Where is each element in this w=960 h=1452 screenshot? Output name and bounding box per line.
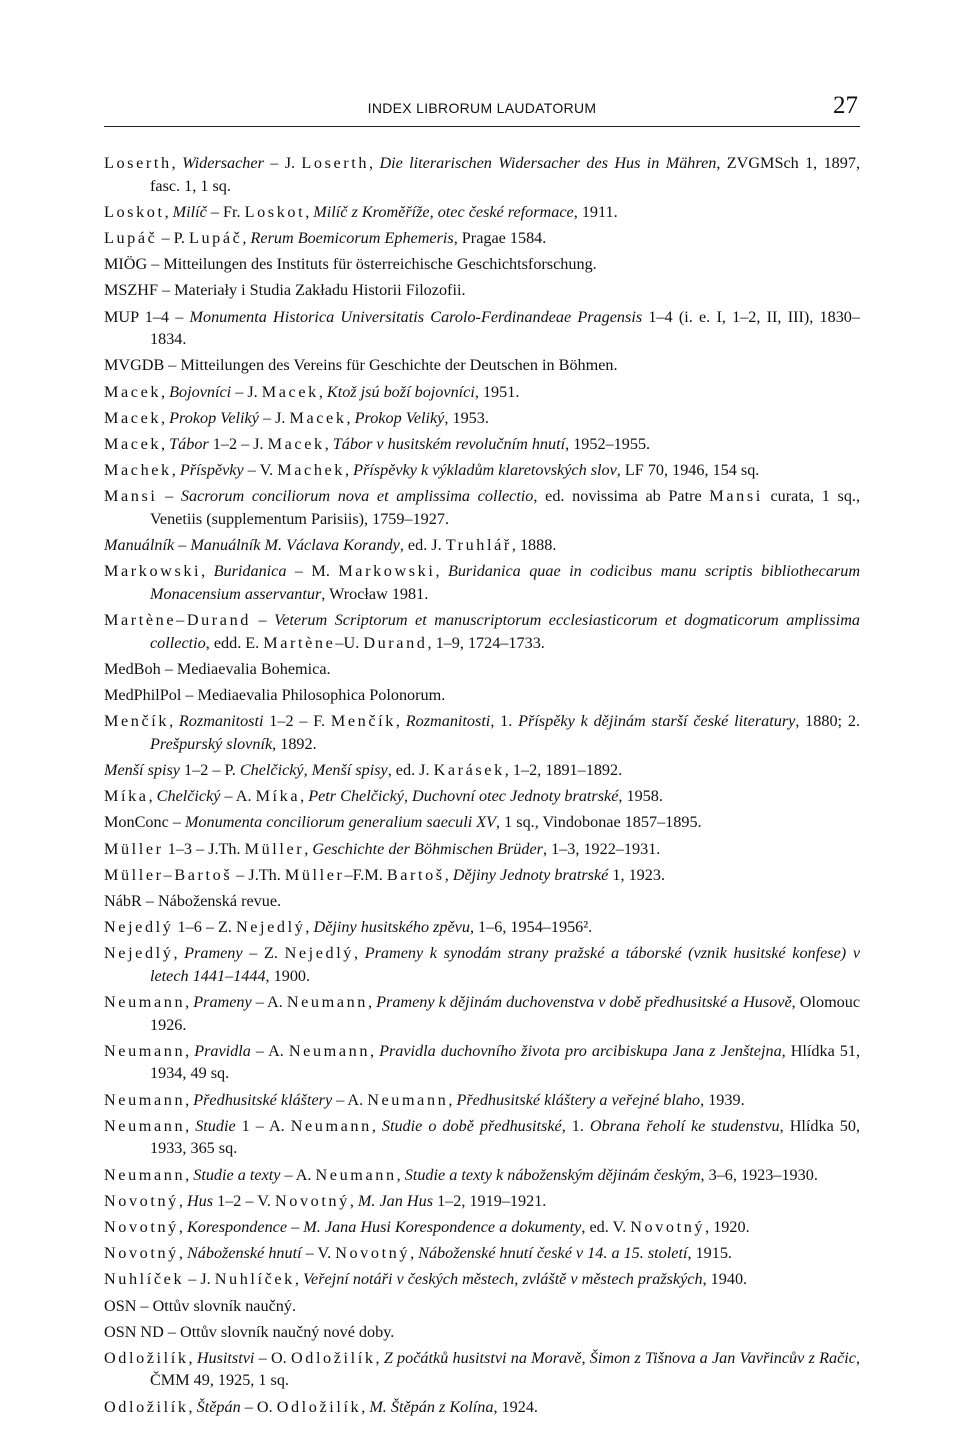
index-entry	[104, 381, 860, 404]
author-name: Novotný	[104, 1217, 179, 1236]
entry-text: 1–2, 1919–1921.	[433, 1191, 547, 1210]
author-name: Müller	[284, 865, 345, 884]
author-name: Neumann	[104, 1165, 186, 1184]
entry-text: ,	[185, 1116, 196, 1135]
entry-text: – V.	[243, 461, 278, 480]
title-text: Sacrorum conciliorum nova et amplissima collectio	[180, 487, 534, 506]
entry-text: , 1.	[561, 1116, 590, 1135]
index-entry	[104, 1295, 860, 1318]
title-text: Prameny	[184, 944, 243, 963]
title-text: Prameny k dějinám duchovenstva v době předhusitské a Husově	[376, 993, 792, 1012]
index-entry	[104, 609, 860, 654]
index-entry	[104, 864, 860, 887]
author-name: Míka	[255, 787, 301, 806]
entry-text: ,	[349, 1191, 358, 1210]
author-name: Neumann	[286, 993, 368, 1012]
title-text: Prameny k synodám strany pražské a táborské (vznik husitské konfese) v letech 1441–1444	[150, 944, 861, 985]
entry-text: 1 – A.	[235, 1116, 291, 1135]
entry-text: MedPhilPol – Mediaevalia Philosophica Polonorum.	[104, 685, 446, 704]
title-text: Veřejní notáři v českých městech, zvláště v městech pražských	[302, 1270, 703, 1289]
author-name: Novotný	[274, 1191, 350, 1210]
entry-text: 1–6 – Z.	[173, 918, 236, 937]
author-name: Loskot	[244, 202, 306, 221]
entry-text: , 1900.	[265, 966, 311, 985]
entry-text: ,	[161, 408, 170, 427]
entry-text: , ed. V.	[581, 1217, 631, 1236]
entry-text: , 1920.	[705, 1217, 750, 1236]
entry-text: , 1–2, 1891–1892.	[504, 760, 623, 779]
index-entry	[104, 1115, 860, 1160]
entry-text: , 1–6, 1954–1956².	[469, 918, 593, 937]
author-name: Mansi	[104, 487, 158, 506]
entry-text: – A.	[280, 1165, 316, 1184]
author-name: Odložilík	[276, 1397, 362, 1416]
index-entry	[104, 279, 860, 302]
entry-text: – A.	[220, 787, 256, 806]
entry-text: ,	[305, 918, 314, 937]
entry-text: 1–2 – P.	[179, 760, 240, 779]
index-entry	[104, 306, 860, 351]
author-name: Míka	[104, 787, 149, 806]
title-text: M. Jan Hus	[357, 1191, 434, 1210]
title-text: M. Štěpán z Kolína	[369, 1397, 494, 1416]
entry-text: ,	[346, 408, 355, 427]
index-entry	[104, 1321, 860, 1344]
author-name: Nejedlý	[104, 944, 174, 963]
entry-text: ,	[369, 154, 380, 172]
entry-text: ,	[188, 1348, 197, 1367]
title-text: Monumenta conciliorum generalium saeculi XV	[184, 813, 497, 832]
author-name: Novotný	[335, 1244, 411, 1263]
entry-text: NábR – Náboženská revue.	[104, 891, 282, 910]
author-name: Neumann	[104, 1116, 186, 1135]
title-text: Manuálník – Manuálník M. Václava Korandy	[104, 536, 400, 555]
entry-text: , Pragae 1584.	[453, 228, 547, 247]
author-name: Menčík	[330, 712, 396, 731]
entry-text: ,	[435, 562, 448, 581]
author-name: Truhlář	[445, 536, 512, 555]
entry-text: MSZHF – Materiały i Studia Zakładu Historii Filozofii.	[104, 281, 466, 300]
entry-text: , 1952–1955.	[565, 434, 651, 453]
entry-text: ,	[300, 787, 309, 806]
title-text: Tábor v husitském revolučním hnutí	[332, 434, 566, 453]
author-name: Bartoš	[386, 865, 445, 884]
index-entry	[104, 1089, 860, 1112]
index-entry	[104, 534, 860, 557]
title-text: Widersacher	[182, 154, 264, 172]
title-text: Dějiny husitského zpěvu	[313, 918, 470, 937]
entry-text: ,	[178, 1191, 187, 1210]
entry-text: , 1911.	[573, 202, 618, 221]
entry-text: – J.	[231, 382, 262, 401]
author-name: Menčík	[104, 712, 170, 731]
title-text: Korespondence	[186, 1217, 288, 1236]
author-name: Odložilík	[104, 1397, 189, 1416]
entry-text: – J.	[263, 154, 302, 172]
entry-text: ,	[324, 434, 333, 453]
index-entry	[104, 1164, 860, 1187]
entry-text: ,	[171, 154, 183, 172]
index-entry	[104, 785, 860, 808]
index-entry	[104, 710, 860, 755]
entry-text: , 1958.	[618, 787, 663, 806]
entry-text: ,	[294, 1270, 303, 1289]
entry-text: ,	[201, 562, 214, 581]
title-text: Chelčický	[156, 787, 221, 806]
entry-text: ,	[171, 461, 180, 480]
entry-text: ,	[185, 1165, 194, 1184]
entry-text: , 1–3, 1922–1931.	[542, 839, 661, 858]
title-text: Prokop Veliký	[169, 408, 259, 427]
entry-text: –F.M.	[344, 865, 387, 884]
author-name: Loserth	[301, 154, 370, 172]
entry-text: ,	[178, 1244, 187, 1263]
entry-text: , 1–9, 1724–1733.	[427, 633, 545, 652]
entry-text: , ZVGMSch 1, 1897, fasc. 1, 1 sq.	[150, 154, 860, 195]
entry-text: , 1 sq., Vindobonae 1857–1895.	[496, 813, 702, 832]
author-name: Markowski	[104, 562, 202, 581]
entry-text: 1–3 – J.Th.	[163, 839, 245, 858]
title-text: Milíč z Kroměříže, otec české reformace	[313, 202, 574, 221]
entry-text: – J.Th.	[232, 865, 285, 884]
title-text: Studie	[195, 1116, 236, 1135]
title-text: Příspěvky	[179, 461, 244, 480]
entry-text: ,	[345, 461, 354, 480]
title-text: Die literarischen Widersacher des Hus in Mähren	[379, 154, 717, 172]
entry-text: ,	[161, 382, 170, 401]
entry-text: ,	[318, 382, 327, 401]
entry-text: , ed. J.	[399, 536, 446, 555]
page-number: 27	[833, 92, 858, 119]
title-text: Ktož jsú boží bojovníci	[326, 382, 475, 401]
entry-text: , LF 70, 1946, 154 sq.	[616, 461, 760, 480]
entry-text: ,	[361, 1397, 370, 1416]
entry-text: 1, 1923.	[608, 865, 665, 884]
entry-text: ,	[185, 993, 194, 1012]
entry-text: ,	[368, 993, 377, 1012]
entry-text: , 1951.	[474, 382, 520, 401]
entry-text: ,	[371, 1116, 382, 1135]
entry-text: , 1880; 2.	[795, 712, 861, 731]
title-text: Z počátků husitstvi na Moravě, Šimon z Tišnova a Jan Vavřincův z Račic	[383, 1348, 856, 1367]
author-name: Machek	[277, 461, 346, 480]
index-entry	[104, 407, 860, 430]
entry-text: , Wrocław 1981.	[321, 584, 429, 603]
entry-text: ,	[354, 944, 365, 963]
entry-text: ,	[395, 712, 406, 731]
author-name: Nuhlíček	[104, 1270, 185, 1289]
entry-text: , ed. novissima ab Patre	[533, 487, 710, 506]
index-entry	[104, 759, 860, 782]
entry-text: ,	[305, 202, 314, 221]
title-text: Studie a texty k náboženským dějinám českým	[404, 1165, 701, 1184]
entry-text: OSN ND – Ottův slovník naučný nové doby.	[104, 1322, 395, 1341]
entry-text: MedBoh – Mediaevalia Bohemica.	[104, 659, 331, 678]
entry-text: – A.	[332, 1090, 368, 1109]
title-text: Petr Chelčický, Duchovní otec Jednoty bratrské	[308, 787, 619, 806]
entry-text: , ČMM 49, 1925, 1 sq.	[150, 1348, 861, 1390]
author-name: Müller	[244, 839, 305, 858]
entry-text: ,	[173, 944, 185, 963]
index-entry	[104, 1268, 860, 1291]
entry-text: ,	[444, 865, 453, 884]
index-entry	[104, 485, 860, 530]
title-text: Studie o době předhusitské	[381, 1116, 562, 1135]
title-text: Prameny	[193, 993, 252, 1012]
index-entry	[104, 658, 860, 681]
author-name: Müller	[104, 839, 164, 858]
author-name: Nuhlíček	[214, 1270, 295, 1289]
index-entry	[104, 1216, 860, 1239]
title-text: Hus	[186, 1191, 214, 1210]
entry-text: ,	[188, 1397, 197, 1416]
entry-text: ,	[164, 202, 173, 221]
index-entry	[104, 433, 860, 456]
entry-text: – M.	[286, 562, 339, 581]
title-text: Náboženské hnutí	[186, 1244, 302, 1263]
index-entry	[104, 890, 860, 913]
index-entry	[104, 1040, 860, 1085]
author-name: Neumann	[104, 1041, 186, 1060]
entry-text: curata, 1 sq., Venetiis (supplementum Parisiis), 1759–1927.	[150, 487, 861, 528]
entry-text: – V.	[301, 1244, 336, 1263]
author-name: Odložilík	[290, 1348, 376, 1367]
title-text: Bojovníci	[169, 382, 232, 401]
author-name: Neumann	[288, 1041, 371, 1060]
title-text: Náboženské hnutí české v 14. a 15. století	[418, 1244, 688, 1263]
index-entries-list	[104, 152, 860, 1422]
entry-text: , 1924.	[493, 1397, 538, 1416]
index-entry	[104, 1242, 860, 1265]
entry-text: ,	[169, 712, 179, 731]
index-entry	[104, 916, 860, 939]
entry-text: ,	[185, 1090, 194, 1109]
entry-text: – P.	[157, 228, 189, 247]
index-entry	[104, 1396, 860, 1419]
entry-text: , 1892.	[272, 734, 317, 753]
author-name: Durand	[363, 633, 428, 652]
author-name: Odložilík	[104, 1348, 189, 1367]
title-text: Menší spisy	[104, 760, 180, 779]
author-name: Lupáč	[188, 228, 243, 247]
entry-text: , Olomouc 1926.	[150, 993, 861, 1034]
entry-text: 1–2 – F.	[263, 712, 331, 731]
author-name: Nejedlý	[284, 944, 355, 963]
author-name: Neumann	[104, 993, 186, 1012]
entry-text: – Fr.	[206, 202, 245, 221]
author-name: Novotný	[104, 1244, 179, 1263]
entry-text: , 1.	[490, 712, 519, 731]
entry-text: – J.	[184, 1270, 215, 1289]
entry-text: – O.	[240, 1397, 277, 1416]
title-text: Prešpurský slovník	[150, 734, 273, 753]
index-entry	[104, 560, 860, 605]
author-name: Markowski	[338, 562, 436, 581]
author-name: Karásek	[433, 760, 505, 779]
index-entry	[104, 459, 860, 482]
running-title: INDEX LIBRORUM LAUDATORUM	[367, 100, 597, 116]
entry-text: – O.	[254, 1348, 291, 1367]
entry-text: ,	[304, 839, 313, 858]
author-name: Novotný	[630, 1217, 706, 1236]
title-text: Geschichte der Böhmischen Brüder	[312, 839, 543, 858]
title-text: Obrana řeholí ke studenstvu	[589, 1116, 780, 1135]
title-text: Rerum Boemicorum Ephemeris	[250, 228, 454, 247]
entry-text: , 1915.	[687, 1244, 732, 1263]
title-text: Buridanica quae in codicibus manu scriptis bibliothecarum Monacensium asservantur	[150, 562, 861, 603]
page-header	[104, 92, 860, 127]
entry-text: – J.	[258, 408, 290, 427]
title-text: Předhusitské kláštery	[193, 1090, 333, 1109]
entry-text: MUP 1–4 –	[104, 307, 190, 326]
author-name: Mansi	[709, 487, 763, 506]
title-text: Rozmanitosti	[405, 712, 491, 731]
entry-text: 1–2 – V.	[213, 1191, 275, 1210]
title-text: Pravidla duchovního života pro arcibiskupa Jana z Jenštejna	[379, 1041, 782, 1060]
index-entry	[104, 991, 860, 1036]
entry-text: 1–4 (i. e. I, 1–2, II, III), 1830–1834.	[150, 307, 860, 349]
title-text: Tábor	[169, 434, 209, 453]
author-name: Macek	[289, 408, 347, 427]
entry-text: – Z.	[242, 944, 285, 963]
author-name: Novotný	[104, 1191, 179, 1210]
author-name: Neumann	[315, 1165, 397, 1184]
entry-text: –	[157, 487, 181, 506]
author-name: Nejedlý	[104, 918, 174, 937]
entry-text: ,	[396, 1165, 405, 1184]
title-text: Chelčický, Menší spisy	[239, 760, 388, 779]
entry-text: –	[250, 611, 275, 629]
entry-text: ,	[242, 228, 251, 247]
index-entry	[104, 354, 860, 377]
entry-text: ,	[161, 434, 170, 453]
author-name: Neumann	[290, 1116, 372, 1135]
author-name: Macek	[261, 382, 319, 401]
author-name: Neumann	[367, 1090, 449, 1109]
entry-text: , ed. J.	[387, 760, 434, 779]
title-text: M. Jana Husi Korespondence a dokumenty	[303, 1217, 582, 1236]
author-name: Macek	[104, 408, 162, 427]
title-text: Buridanica	[213, 562, 287, 581]
author-name: Loskot	[104, 202, 165, 221]
title-text: Předhusitské kláštery a veřejné blaho	[456, 1090, 701, 1109]
index-entry	[104, 838, 860, 861]
author-name: Macek	[104, 434, 162, 453]
index-entry	[104, 253, 860, 276]
index-entry	[104, 152, 860, 197]
entry-text: –U.	[335, 633, 364, 652]
entry-text: ,	[448, 1090, 457, 1109]
title-text: Příspěky k dějinám starší české literatury	[518, 712, 796, 731]
index-entry	[104, 1190, 860, 1213]
entry-text: ,	[410, 1244, 419, 1263]
entry-text: MonConc –	[104, 813, 185, 832]
entry-text: 1–2 – J.	[208, 434, 268, 453]
author-name: Martène	[263, 633, 336, 652]
author-name: Loserth	[104, 154, 172, 172]
entry-text: ,	[185, 1041, 195, 1060]
entry-text: , 3–6, 1923–1930.	[700, 1165, 818, 1184]
author-name: Lupáč	[104, 228, 158, 247]
entry-text: ,	[375, 1348, 384, 1367]
entry-text: ,	[178, 1217, 187, 1236]
entry-text: – A.	[250, 1041, 289, 1060]
entry-text: MIÖG – Mitteilungen des Instituts für österreichische Geschichtsforschung.	[104, 255, 597, 274]
title-text: Milíč	[172, 202, 207, 221]
index-entry	[104, 1347, 860, 1392]
entry-text: , edd. E.	[205, 633, 264, 652]
entry-text: OSN – Ottův slovník naučný.	[104, 1296, 296, 1315]
index-entry	[104, 227, 860, 250]
title-text: Studie a texty	[193, 1165, 281, 1184]
index-entry	[104, 811, 860, 834]
entry-text: ,	[370, 1041, 380, 1060]
entry-text: –	[287, 1217, 304, 1236]
entry-text: – A.	[251, 993, 287, 1012]
index-entry	[104, 201, 860, 224]
author-name: Neumann	[104, 1090, 186, 1109]
title-text: Rozmanitosti	[178, 712, 264, 731]
entry-text: , 1953.	[444, 408, 489, 427]
entry-text: , 1940.	[702, 1270, 748, 1289]
entry-text: ,	[148, 787, 157, 806]
entry-text: , 1939.	[700, 1090, 745, 1109]
entry-text: , 1888.	[511, 536, 557, 555]
title-text: Veterum Scriptorum et manuscriptorum ecclesiasticorum et dogmaticorum amplissima collectio	[150, 611, 861, 652]
title-text: Prokop Veliký	[354, 408, 445, 427]
author-name: Machek	[104, 461, 172, 480]
title-text: Příspěvky k výkladům klaretovských slov	[353, 461, 617, 480]
title-text: Pravidla	[194, 1041, 251, 1060]
title-text: Dějiny Jednoty bratrské	[452, 865, 609, 884]
index-entry	[104, 942, 860, 987]
entry-text: , Hlídka 51, 1934, 49 sq.	[150, 1041, 861, 1083]
author-name: Martène–Durand	[104, 611, 251, 629]
author-name: Müller–Bartoš	[104, 865, 233, 884]
author-name: Macek	[267, 434, 325, 453]
author-name: Nejedlý	[235, 918, 306, 937]
title-text: Husitstvi	[196, 1348, 255, 1367]
index-entry	[104, 684, 860, 707]
title-text: Monumenta Historica Universitatis Carolo-Ferdinandeae Pragensis	[189, 307, 643, 326]
entry-text: , Hlídka 50, 1933, 365 sq.	[150, 1116, 860, 1158]
title-text: Štěpán	[196, 1397, 241, 1416]
author-name: Macek	[104, 382, 162, 401]
entry-text: MVGDB – Mitteilungen des Vereins für Geschichte der Deutschen in Böhmen.	[104, 356, 618, 375]
